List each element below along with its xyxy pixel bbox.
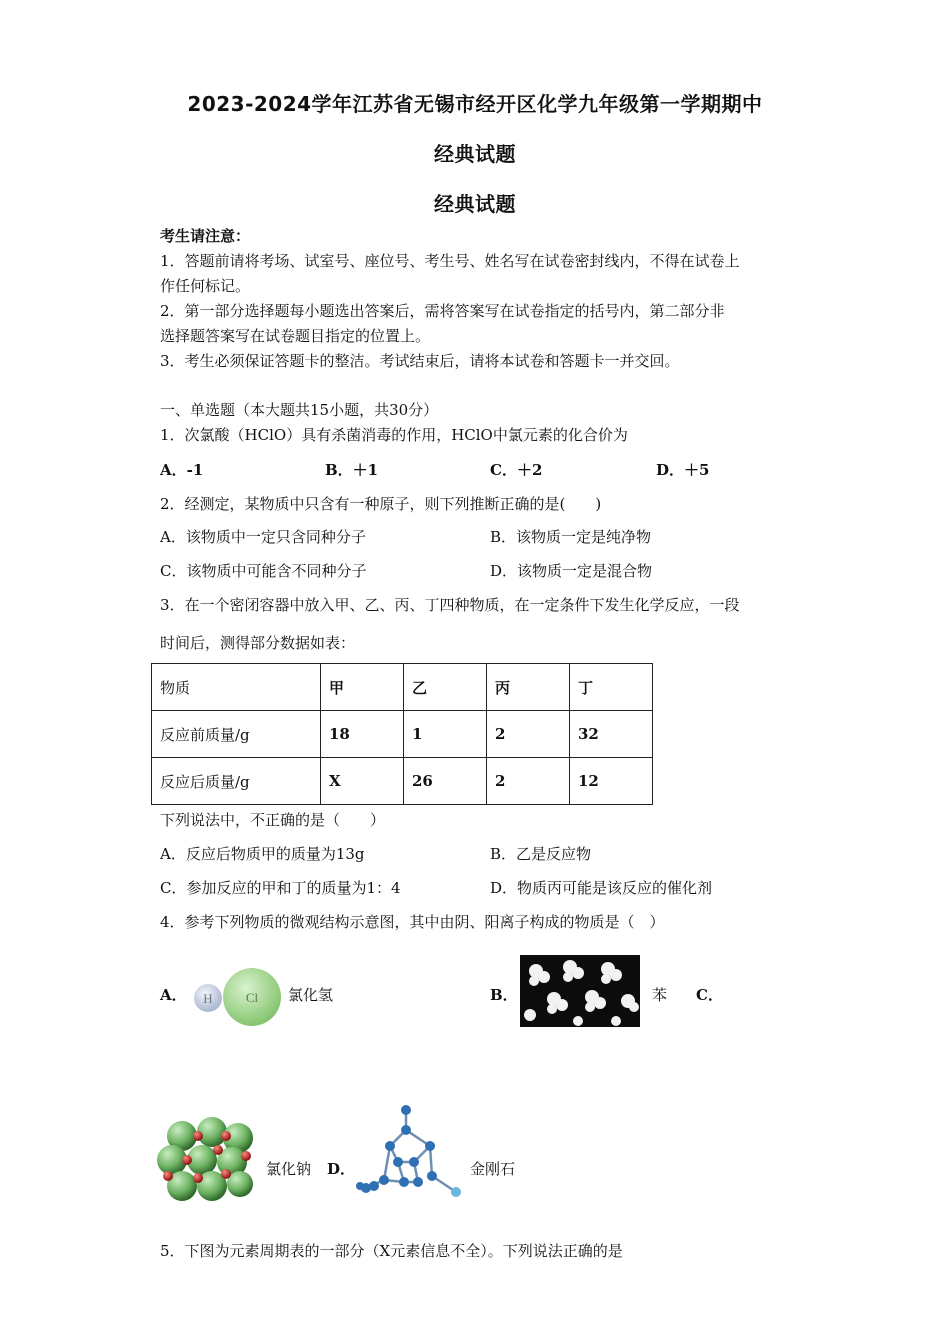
q1-option-b: B．＋1 bbox=[325, 461, 379, 479]
nacl-lattice-icon bbox=[158, 1116, 258, 1204]
table-cell: 26 bbox=[404, 758, 487, 805]
table-cell: 乙 bbox=[404, 664, 487, 711]
q3-option-d: D．物质丙可能是该反应的催化剂 bbox=[490, 879, 713, 897]
q5-stem: 5．下图为元素周期表的一部分（X元素信息不全）。下列说法正确的是 bbox=[160, 1242, 623, 1260]
q2-option-b: B．该物质一定是纯净物 bbox=[490, 528, 652, 546]
q3-data-table bbox=[151, 663, 653, 805]
notice-heading: 考生请注意： bbox=[160, 227, 251, 245]
table-cell: 2 bbox=[487, 711, 570, 758]
notice-item: 1．答题前请将考场、试室号、座位号、考生号、姓名写在试卷密封线内，不得在试卷上 bbox=[160, 252, 740, 270]
table-cell: X bbox=[321, 758, 404, 805]
benzene-micrograph-icon bbox=[520, 955, 640, 1027]
q3-option-c: C．参加反应的甲和丁的质量为1：4 bbox=[160, 879, 401, 897]
table-row bbox=[152, 758, 653, 805]
table-row bbox=[152, 711, 653, 758]
table-cell: 甲 bbox=[321, 664, 404, 711]
table-cell: 物质 bbox=[152, 664, 321, 711]
q3-stem: 3．在一个密闭容器中放入甲、乙、丙、丁四种物质，在一定条件下发生化学反应，一段 bbox=[160, 596, 740, 614]
q4-option-a-name: 氯化氢 bbox=[288, 986, 334, 1004]
diamond-structure-icon bbox=[352, 1104, 464, 1200]
q1-option-c: C．＋2 bbox=[490, 461, 543, 479]
q3-stem-cont: 时间后，测得部分数据如表： bbox=[160, 634, 356, 652]
q3-prompt: 下列说法中，不正确的是（ ） bbox=[160, 811, 386, 829]
q4-option-d-name: 金刚石 bbox=[470, 1160, 516, 1178]
q2-option-a: A．该物质中一定只含同种分子 bbox=[160, 528, 366, 546]
exam-title-line2: 经典试题 bbox=[434, 142, 516, 166]
q1-option-d: D．＋5 bbox=[656, 461, 710, 479]
q2-stem: 2．经测定，某物质中只含有一种原子，则下列推断正确的是( ) bbox=[160, 495, 602, 513]
q2-option-d: D．该物质一定是混合物 bbox=[490, 562, 653, 580]
table-cell: 丙 bbox=[487, 664, 570, 711]
notice-item: 2．第一部分选择题每小题选出答案后，需将答案写在试卷指定的括号内，第二部分非 bbox=[160, 302, 725, 320]
q4-option-b-letter: B． bbox=[490, 986, 518, 1004]
table-cell: 2 bbox=[487, 758, 570, 805]
table-cell: 32 bbox=[570, 711, 653, 758]
q4-option-d-letter: D． bbox=[327, 1160, 356, 1178]
q2-option-c: C．该物质中可能含不同种分子 bbox=[160, 562, 367, 580]
notice-item: 作任何标记。 bbox=[160, 277, 251, 295]
exam-subtitle: 经典试题 bbox=[434, 192, 516, 216]
notice-item: 3．考生必须保证答题卡的整洁。考试结束后，请将本试卷和答题卡一并交回。 bbox=[160, 352, 680, 370]
table-cell: 18 bbox=[321, 711, 404, 758]
q4-option-a-letter: A． bbox=[160, 986, 187, 1004]
q4-option-b-name: 苯 bbox=[652, 986, 668, 1004]
q3-option-a: A．反应后物质甲的质量为13g bbox=[160, 845, 365, 863]
notice-item: 选择题答案写在试卷题目指定的位置上。 bbox=[160, 327, 431, 345]
q1-stem: 1．次氯酸（HClO）具有杀菌消毒的作用，HClO中氯元素的化合价为 bbox=[160, 426, 628, 444]
table-cell: 反应前质量/g bbox=[152, 711, 321, 758]
table-cell: 1 bbox=[404, 711, 487, 758]
q4-option-c-letter: C． bbox=[696, 986, 723, 1004]
table-cell: 12 bbox=[570, 758, 653, 805]
table-cell: 丁 bbox=[570, 664, 653, 711]
section-heading: 一、单选题（本大题共15小题，共30分） bbox=[160, 401, 439, 419]
q3-option-b: B．乙是反应物 bbox=[490, 845, 592, 863]
q4-stem: 4．参考下列物质的微观结构示意图，其中由阴、阳离子构成的物质是（ ） bbox=[160, 913, 665, 931]
h-atom-label: H bbox=[203, 991, 213, 1006]
table-header-row bbox=[152, 664, 653, 711]
cl-atom-label: Cl bbox=[245, 990, 259, 1005]
hcl-molecule-icon bbox=[190, 964, 285, 1030]
table-cell: 反应后质量/g bbox=[152, 758, 321, 805]
q4-option-c-name: 氯化钠 bbox=[266, 1160, 312, 1178]
q1-option-a: A．-1 bbox=[160, 461, 204, 479]
exam-title-line1: 2023-2024学年江苏省无锡市经开区化学九年级第一学期期中 bbox=[187, 92, 763, 116]
